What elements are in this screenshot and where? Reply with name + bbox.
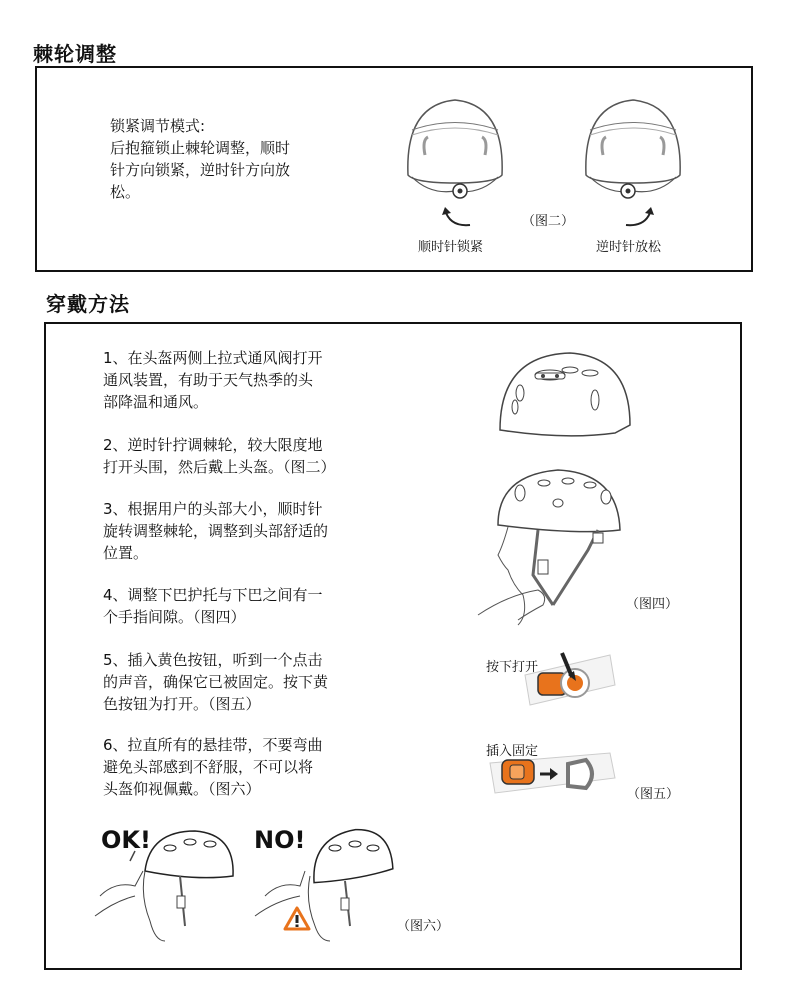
- counterclockwise-arrow-icon: [616, 205, 656, 235]
- buckle-insert-illustration: [490, 748, 620, 808]
- step-1: 1、在头盔两侧上拉式通风阀打开 通风装置，有助于天气热季的头 部降温和通风。: [103, 349, 323, 411]
- caption-fig5: （图五）: [627, 787, 680, 802]
- step-5: 5、插入黄色按钮，听到一个点击 的声音，确保它已被固定。按下黄 色按钮为打开。（图五）: [103, 651, 329, 713]
- label-press-open: 按下打开: [486, 660, 539, 675]
- person-wearing-helmet-illustration: [478, 455, 648, 625]
- helmet-incorrect-wearing-illustration: [255, 826, 395, 941]
- step-6: 6、拉直所有的悬挂带，不要弯曲 避免头部感到不舒服，不可以将 头盔仰视佩戴。（图六）: [103, 736, 323, 798]
- label-insert-fix: 插入固定: [486, 744, 539, 759]
- buckle-press-open-illustration: [520, 645, 620, 715]
- helmet-vent-illustration: [495, 345, 635, 445]
- no-label: NO!: [254, 826, 306, 854]
- helmet-correct-wearing-illustration: [95, 826, 240, 941]
- section-title-wearing: 穿戴方法: [46, 292, 130, 316]
- step-3: 3、根据用户的头部大小，顺时针 旋转调整棘轮，调整到头部舒适的 位置。: [103, 500, 329, 562]
- step-4: 4、调整下巴护托与下巴之间有一 个手指间隙。（图四）: [103, 586, 323, 626]
- helmet-rear-loosen-illustration: [578, 95, 688, 215]
- caption-fig4: （图四）: [626, 597, 679, 612]
- ok-label: OK!: [101, 826, 151, 854]
- ratchet-description: 锁紧调节模式: 后抱箍锁止棘轮调整，顺时 针方向锁紧，逆时针方向放 松。: [110, 117, 291, 201]
- warning-triangle-icon: [283, 906, 311, 932]
- section-title-ratchet: 棘轮调整: [33, 42, 117, 66]
- caption-clockwise-tighten: 顺时针锁紧: [418, 240, 484, 255]
- helmet-rear-tighten-illustration: [400, 95, 510, 215]
- caption-counterclockwise-loosen: 逆时针放松: [596, 240, 662, 255]
- caption-fig6: （图六）: [397, 919, 450, 934]
- clockwise-arrow-icon: [440, 205, 480, 235]
- step-2: 2、逆时针拧调棘轮，较大限度地 打开头围，然后戴上头盔。（图二）: [103, 436, 336, 476]
- caption-fig2: （图二）: [522, 214, 575, 229]
